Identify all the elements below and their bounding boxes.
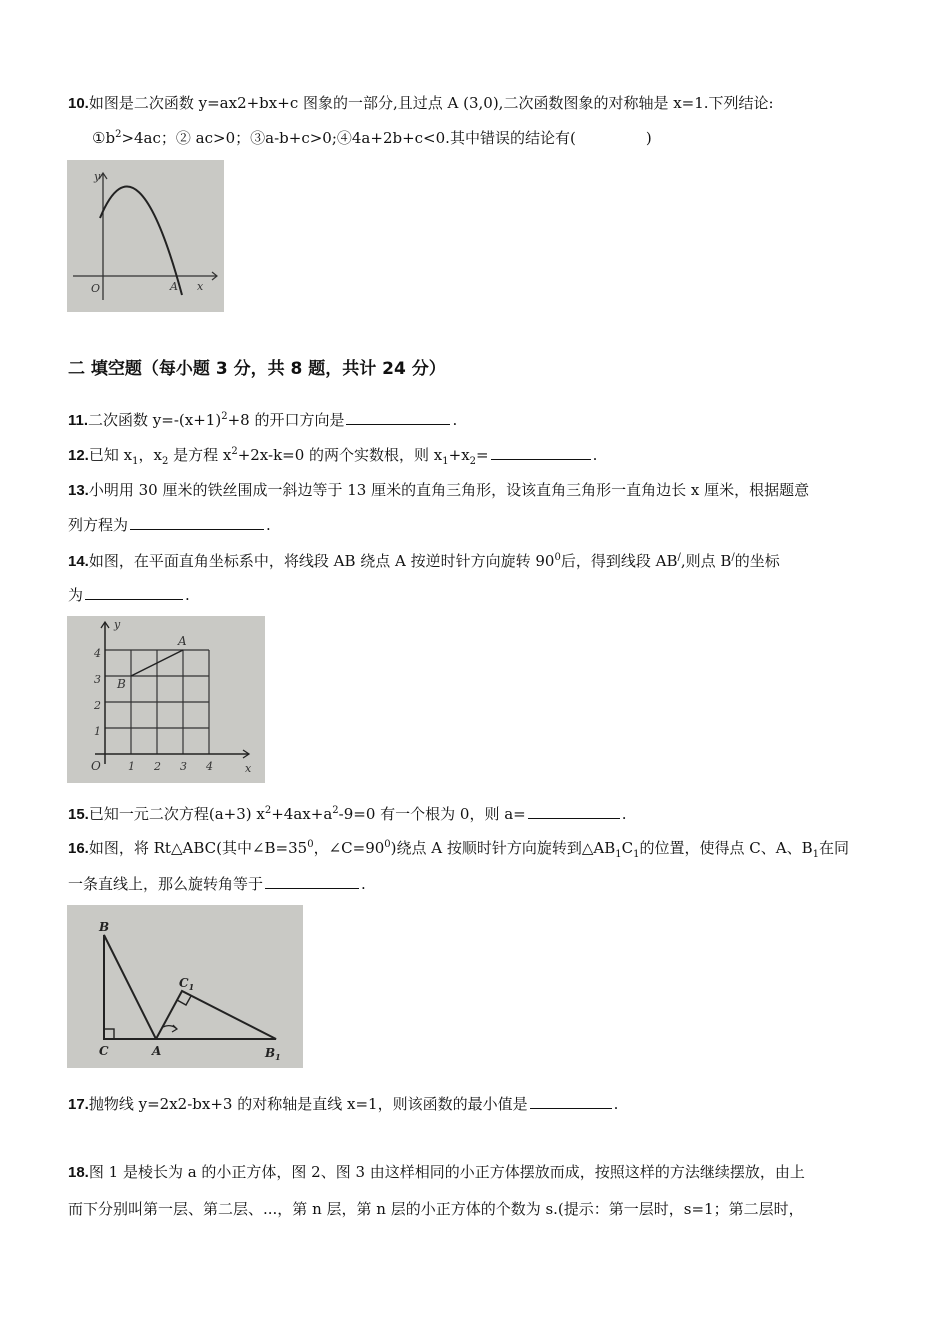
q16-text-2: ，∠C=90 <box>313 839 385 857</box>
q10-question: 其中错误的结论有( <box>449 129 576 147</box>
q16-sub-2: 1 <box>633 849 640 860</box>
q11-number: 11. <box>68 412 89 429</box>
q11-sup: 2 <box>221 411 228 422</box>
q17-period: . <box>613 1095 619 1113</box>
point-c1-label <box>179 976 194 992</box>
q16-text-4: C <box>621 839 634 857</box>
point-b1-label <box>264 1046 281 1062</box>
q15-line <box>68 804 627 825</box>
point-c1-letter: C <box>179 976 189 990</box>
q16-text-1: 如图，将 Rt△ABC(其中∠B=35 <box>88 839 308 857</box>
q14-line1 <box>68 551 780 572</box>
q16-number: 16. <box>68 840 89 857</box>
q12-period: . <box>592 446 598 464</box>
q17-number: 17. <box>68 1096 89 1113</box>
q18-text-1: 图 1 是棱长为 a 的小正方体，图 2、图 3 由这样相同的小正方体摆放而成，按照这样的方法继续摆放，由上 <box>88 1163 805 1181</box>
q16-sub-1: 1 <box>615 849 622 860</box>
q16-sup-1: 0 <box>307 839 314 850</box>
q15-number: 15. <box>68 806 89 823</box>
q12-text-4: +2x-k=0 的两个实数根，则 x <box>237 446 443 464</box>
q12-text-2: ，x <box>138 446 162 464</box>
origin-label: O <box>91 759 101 773</box>
right-angle-c <box>104 1029 114 1039</box>
q16-triangle-svg <box>67 905 303 1068</box>
q12-text-1: 已知 x <box>88 446 133 464</box>
q10-parabola-svg <box>67 160 224 312</box>
q14-line2 <box>68 585 190 605</box>
y-label: y <box>94 170 101 183</box>
q15-text-2: +4ax+a <box>271 805 333 823</box>
point-b-label: B <box>117 677 126 691</box>
q14-grid-svg <box>67 616 265 783</box>
x-tick-3: 3 <box>180 760 187 773</box>
q12-sup: 2 <box>231 446 238 457</box>
q15-sup-2: 2 <box>332 805 339 816</box>
y-label: y <box>114 618 121 631</box>
point-b1-sub: 1 <box>275 1052 281 1062</box>
q13-text: 小明用 30 厘米的铁丝围成一斜边等于 13 厘米的直角三角形，设该直角三角形一直角边长 x 厘米，根据题意 <box>88 481 810 499</box>
q13-number: 13. <box>68 482 89 499</box>
q15-sup-1: 2 <box>264 805 272 816</box>
q16-text-7: 一条直线上，那么旋转角等于 <box>68 875 264 893</box>
q16-text-3: )绕点 A 按顺时针方向旋转到△AB <box>390 839 616 857</box>
q14-period: . <box>185 586 190 604</box>
q10-line2 <box>92 128 652 148</box>
q16-sup-2: 0 <box>384 839 391 850</box>
x-tick-2: 2 <box>154 760 161 773</box>
q15-period: . <box>621 805 627 823</box>
q18-line2 <box>68 1199 804 1219</box>
point-c-label: C <box>99 1044 109 1058</box>
q16-period: . <box>361 875 366 893</box>
x-label: x <box>245 762 252 775</box>
point-c1-sub: 1 <box>188 982 195 992</box>
q12-sub-3: 1 <box>442 456 449 467</box>
q10-option-1-sup: 2 <box>115 129 122 140</box>
q17-text: 抛物线 y=2x2-bx+3 的对称轴是直线 x=1，则该函数的最小值是 <box>88 1095 528 1113</box>
q16-triangle-figure <box>67 905 303 1068</box>
q10-paren-close: ) <box>645 129 652 147</box>
q15-text-1: 已知一元二次方程(a+3) x <box>88 805 265 823</box>
q12-sub-4: 2 <box>469 456 477 467</box>
q10-parabola-figure <box>67 160 224 312</box>
q14-number: 14. <box>68 553 89 570</box>
q13-line2 <box>68 515 271 535</box>
q12-text-5: +x <box>448 446 470 464</box>
q16-text-5: 的位置，使得点 C、A、B <box>639 839 813 857</box>
q11-period: . <box>452 411 458 429</box>
q16-text-6: 在同 <box>819 839 850 857</box>
q13-answer-blank[interactable] <box>130 515 264 530</box>
q10-line1 <box>68 93 774 114</box>
q12-text-3: 是方程 x <box>168 446 232 464</box>
x-tick-1: 1 <box>128 760 135 773</box>
q11-answer-blank[interactable] <box>346 410 450 425</box>
origin-label: O <box>91 282 101 295</box>
q14-text-4: 的坐标 <box>734 552 780 570</box>
q14-text-1: 如图，在平面直角坐标系中，将线段 AB 绕点 A 按逆时针方向旋转 90 <box>88 552 555 570</box>
section-heading: 二 填空题（每小题 3 分，共 8 题，共计 24 分） <box>68 359 446 379</box>
q10-option-3: ③a-b+c>0; <box>250 129 337 147</box>
y-tick-1: 1 <box>94 725 101 738</box>
q18-number: 18. <box>68 1164 89 1181</box>
q10-option-1: ①b <box>92 129 116 147</box>
q14-sup-1: 0 <box>554 552 561 563</box>
q15-answer-blank[interactable] <box>528 804 620 819</box>
q16-line1 <box>68 838 849 859</box>
q11-text: 二次函数 y=-(x+1) <box>88 411 222 429</box>
q17-line <box>68 1094 618 1115</box>
q12-number: 12. <box>68 447 89 464</box>
point-b-label: B <box>99 920 110 934</box>
q11-line <box>68 410 457 431</box>
q14-sup-3: / <box>731 552 735 563</box>
q10-option-2: ② ac>0； <box>175 129 251 147</box>
point-a-label: A <box>170 280 178 293</box>
q10-option-4: ④4a+2b+c<0. <box>336 129 450 147</box>
q14-answer-blank[interactable] <box>85 585 183 600</box>
q14-text-5: 为 <box>68 586 84 604</box>
q10-number: 10. <box>68 95 89 112</box>
q16-answer-blank[interactable] <box>265 874 359 889</box>
q10-option-1-rest: >4ac； <box>121 129 176 147</box>
q13-line1 <box>68 480 809 501</box>
y-tick-2: 2 <box>94 699 101 712</box>
q12-sub-2: 2 <box>161 456 169 467</box>
x-tick-4: 4 <box>206 760 213 773</box>
q10-text: 如图是二次函数 y=ax2+bx+c 图象的一部分,且过点 A (3,0),二次函数图象的对称轴是 x=1.下列结论: <box>88 94 774 112</box>
q12-line <box>68 445 597 466</box>
q12-answer-blank[interactable] <box>491 445 591 460</box>
parabola-curve <box>100 186 182 295</box>
q11-text-rest: +8 的开口方向是 <box>227 411 345 429</box>
y-tick-4: 4 <box>94 647 101 660</box>
triangle-abc <box>104 935 156 1039</box>
q14-sup-2: / <box>677 552 681 563</box>
x-label: x <box>197 280 204 293</box>
q14-text-2: 后，得到线段 AB <box>560 552 678 570</box>
q13-period: . <box>266 516 271 534</box>
point-a-label: A <box>152 1044 162 1058</box>
q14-text-3: ,则点 B <box>680 552 732 570</box>
q16-line2 <box>68 874 366 894</box>
y-tick-3: 3 <box>94 673 101 686</box>
q18-text-2: 而下分别叫第一层、第二层、...，第 n 层，第 n 层的小正方体的个数为 s.(提示：第一层时，s=1；第二层时， <box>68 1200 804 1218</box>
point-a-label: A <box>178 634 187 648</box>
q13-text-2: 列方程为 <box>68 516 129 534</box>
q14-grid-figure <box>67 616 265 783</box>
q17-answer-blank[interactable] <box>530 1094 612 1109</box>
triangle-ab1c1 <box>156 991 276 1039</box>
q16-sub-3: 1 <box>812 849 819 860</box>
q12-sub-1: 1 <box>132 456 139 467</box>
point-b1-letter: B <box>265 1046 276 1060</box>
grid-lines <box>105 650 209 754</box>
q12-equals: = <box>476 446 489 464</box>
q15-text-3: -9=0 有一个根为 0，则 a= <box>338 805 526 823</box>
q18-line1 <box>68 1162 805 1183</box>
